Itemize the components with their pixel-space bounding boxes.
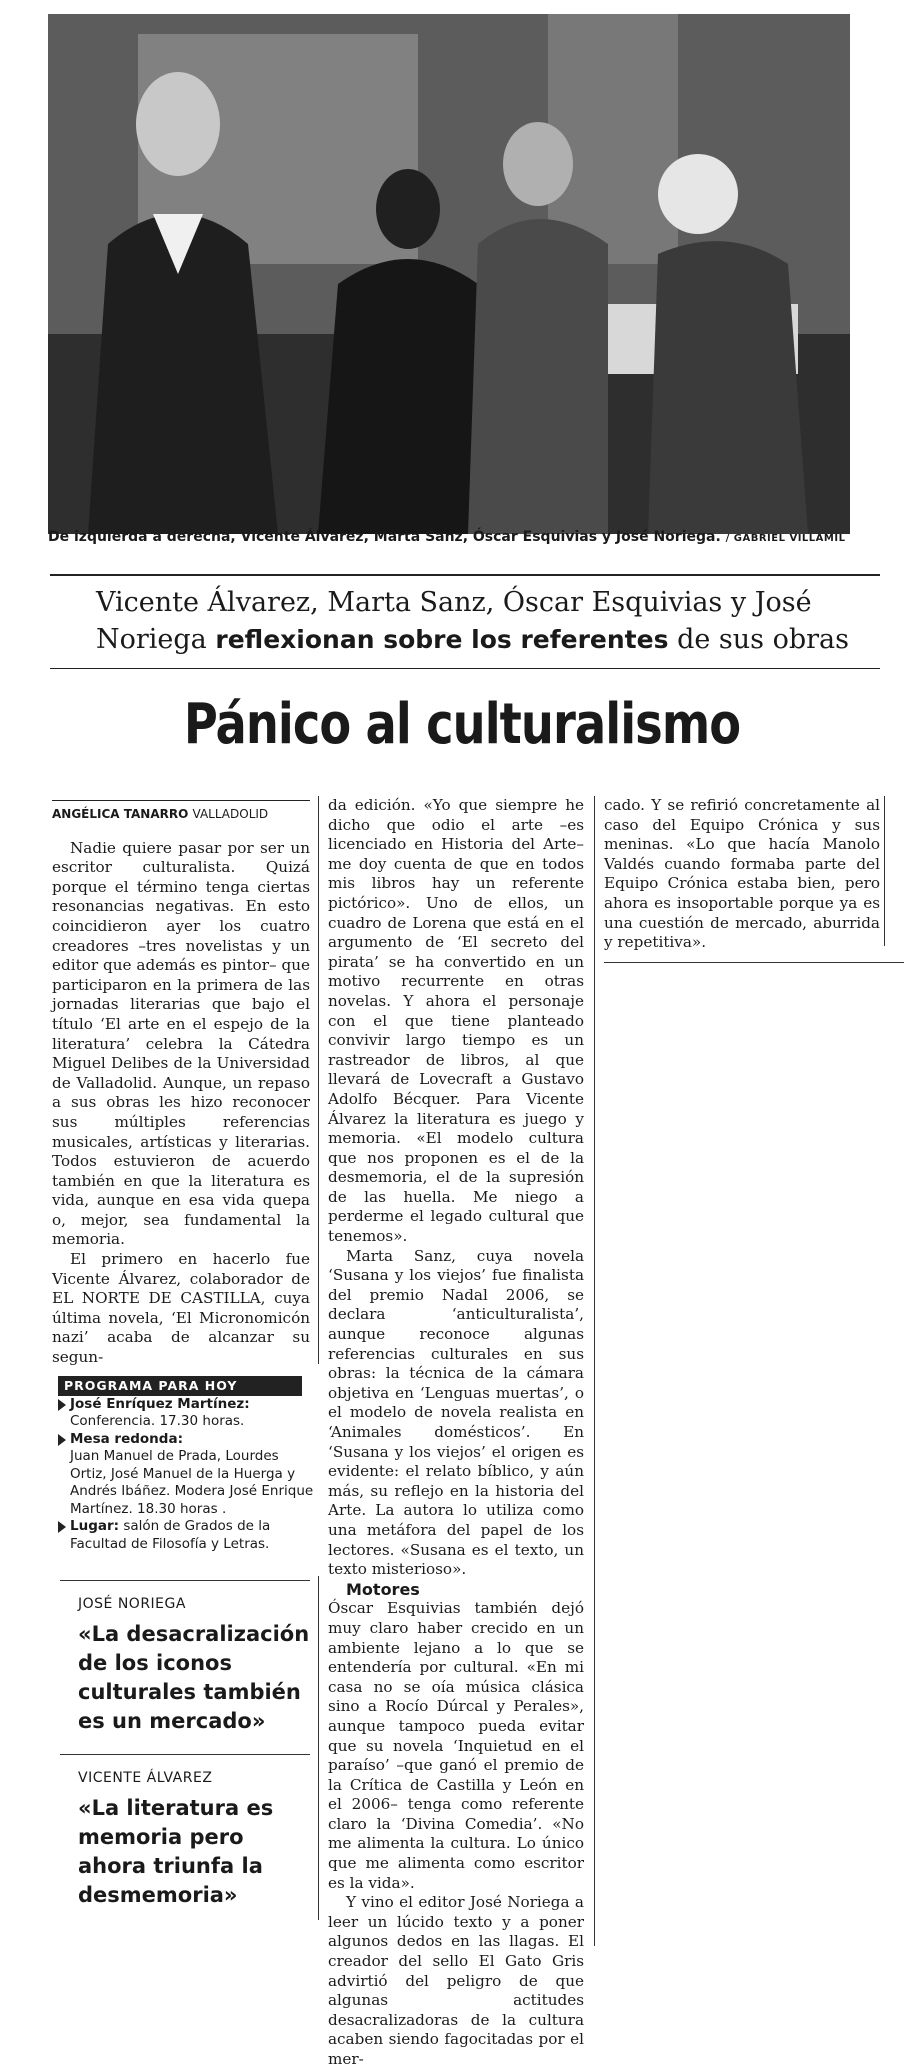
paragraph: da edición. «Yo que siempre he dicho que odio el arte –es licenciado en Historia del Arte– me doy cuenta de que en todos mis libros hay un referente pictórico». Uno de ellos, un cuadro de Lorena que está en el argumento de ‘El secreto del pirata’ se ha convertido en un motivo recurrente en otras novelas. Y ahora el personaje con el que tiene planteado convivir largo tiempo es un rastreador de libros, al que llevará de Lovecraft a Gustavo Adolfo Bécquer. Para Vicente Álvarez la literatura es juego y memoria. «El modelo cultura que nos proponen es el de la desmemoria, el de la supresión de las huella. Me niego a perderme el legado cultural que tenemos».: [328, 796, 584, 1246]
byline-author: ANGÉLICA TANARRO: [52, 807, 189, 821]
program-item: [58, 1518, 314, 1553]
paragraph: Óscar Esquivias también dejó muy claro haber crecido en un ambiente lejano a lo que se entendería por cultural. «En mi casa no se oía música clásica sino a Rocío Dúrcal y Perales», aunque tampoco pueda evitar que su novela ‘Inquietud en el paraíso’ –que ganó el premio de la Crítica de Castilla y León en el 2006– tenga como referente claro la ‘Divina Comedia’. «No me alimenta la cultura. Lo único que me alimenta como escritor es la vida».: [328, 1599, 584, 1892]
paragraph: cado. Y se refirió concretamente al caso del Equipo Crónica y sus meninas. «Lo que hacía Manolo Valdés cuando formaba parte del Equipo Crónica estaba bien, pero ahora es insoportable porque ya es una cuestión de mercado, aburrida y repetitiva».: [604, 796, 880, 952]
quote-text: «La desacralización de los iconos culturales también es un mercado»: [78, 1622, 310, 1733]
column-rule: [318, 1576, 319, 1920]
headline: Pánico al culturalismo: [183, 692, 741, 757]
subheadline-name: Noriega: [96, 624, 207, 655]
quote-author: JOSÉ NORIEGA: [78, 1596, 186, 1612]
subheadline-line2: [96, 621, 880, 658]
section-heading: Motores: [346, 1579, 420, 1599]
article-column-2: [328, 796, 584, 2070]
divider: [60, 1754, 310, 1755]
program-item: [58, 1396, 314, 1431]
program-item: [58, 1431, 314, 1519]
article-column-1: [52, 800, 310, 1368]
paragraph: Nadie quiere pasar por ser un escritor culturalista. Quizá porque el término tenga ciertas resonancias negativas. En esto coincidieron ayer los cuatro creadores –tres novelistas y un editor que además es pintor– que participaron en la primera de las jornadas literarias que bajo el título ‘El arte en el espejo de la literatura’ celebra la Cátedra Miguel Delibes de la Universidad de Valladolid. Aunque, un repaso a sus obras les hizo reconocer sus múltiples referencias musicales, artísticas y literarias. Todos estuvieron de acuerdo también en que la literatura es vida, aunque en esa vida quepa o, mejor, sea fundamental la memoria.: [52, 838, 310, 1249]
column-rule: [318, 796, 319, 1364]
paragraph: El primero en hacerlo fue Vicente Álvarez, colaborador de EL NORTE DE CASTILLA, cuya última novela, ‘El Micronomicón nazi’ acaba de alcanzar su segun-: [52, 1250, 310, 1367]
pull-quote: [78, 1770, 318, 1910]
arrow-icon: [58, 1399, 66, 1411]
divider: [60, 1580, 310, 1581]
program-item-text: Conferencia. 17.30 horas.: [70, 1413, 245, 1429]
photo-caption: [48, 528, 850, 548]
caption-text: De izquierda a derecha, Vicente Álvarez, Marta Sanz, Óscar Esquivias y José Noriega.: [48, 529, 721, 545]
program-item-label: Lugar:: [70, 1518, 120, 1534]
subheadline-bold: reflexionan sobre los referentes: [215, 625, 669, 654]
pull-quote: [78, 1596, 318, 1736]
arrow-icon: [58, 1434, 66, 1446]
program-item-label: José Enríquez Martínez:: [70, 1395, 250, 1412]
program-title: PROGRAMA PARA HOY: [58, 1376, 302, 1396]
divider: [604, 962, 904, 963]
news-photo: [48, 14, 850, 534]
subheadline-end: de sus obras: [677, 624, 849, 655]
program-item-label: Mesa redonda:: [70, 1430, 183, 1447]
column-rule: [884, 796, 885, 946]
program-box: [58, 1376, 314, 1553]
subheadline: [50, 574, 880, 669]
quote-text: «La literatura es memoria pero ahora triunfa la desmemoria»: [78, 1796, 274, 1907]
arrow-icon: [58, 1521, 66, 1533]
column-rule: [594, 796, 595, 1946]
article-column-3: [604, 796, 880, 953]
photo-credit: / GABRIEL VILLAMIL: [725, 533, 846, 544]
program-item-text: Juan Manuel de Prada, Lourdes Ortiz, José Manuel de la Huerga y Andrés Ibáñez. Modera José Enrique Martínez. 18.30 horas .: [70, 1448, 314, 1517]
paragraph: Y vino el editor José Noriega a leer un lúcido texto y a poner algunos dedos en las llagas. El creador del sello El Gato Gris advirtió del peligro de que algunas actitudes desacralizadoras de la cultura acaben siendo fagocitadas por el mer-: [328, 1893, 584, 2068]
byline: [52, 800, 310, 825]
subheadline-line1: Vicente Álvarez, Marta Sanz, Óscar Esquivias y José: [96, 587, 812, 618]
quote-author: VICENTE ÁLVAREZ: [78, 1770, 213, 1786]
paragraph: Marta Sanz, cuya novela ‘Susana y los viejos’ fue finalista del premio Nadal 2006, se declara ‘anticulturalista’, aunque reconoce algunas referencias culturales en sus obras: la técnica de la cámara objetiva en ‘Lenguas muertas’, o el modelo de novela realista en ‘Animales domésticos’. En ‘Susana y los viejos’ el origen es evidente: el relato bíblico, y aún más, su reflejo en la historia del Arte. La autora lo utiliza como una metáfora del papel de los lectores. «Susana es el texto, un texto misterioso».: [328, 1246, 584, 1579]
program-item-text: salón de Grados de la Facultad de Filosofía y Letras.: [70, 1518, 271, 1552]
byline-place: VALLADOLID: [192, 807, 269, 821]
photo-illustration: [48, 14, 850, 534]
